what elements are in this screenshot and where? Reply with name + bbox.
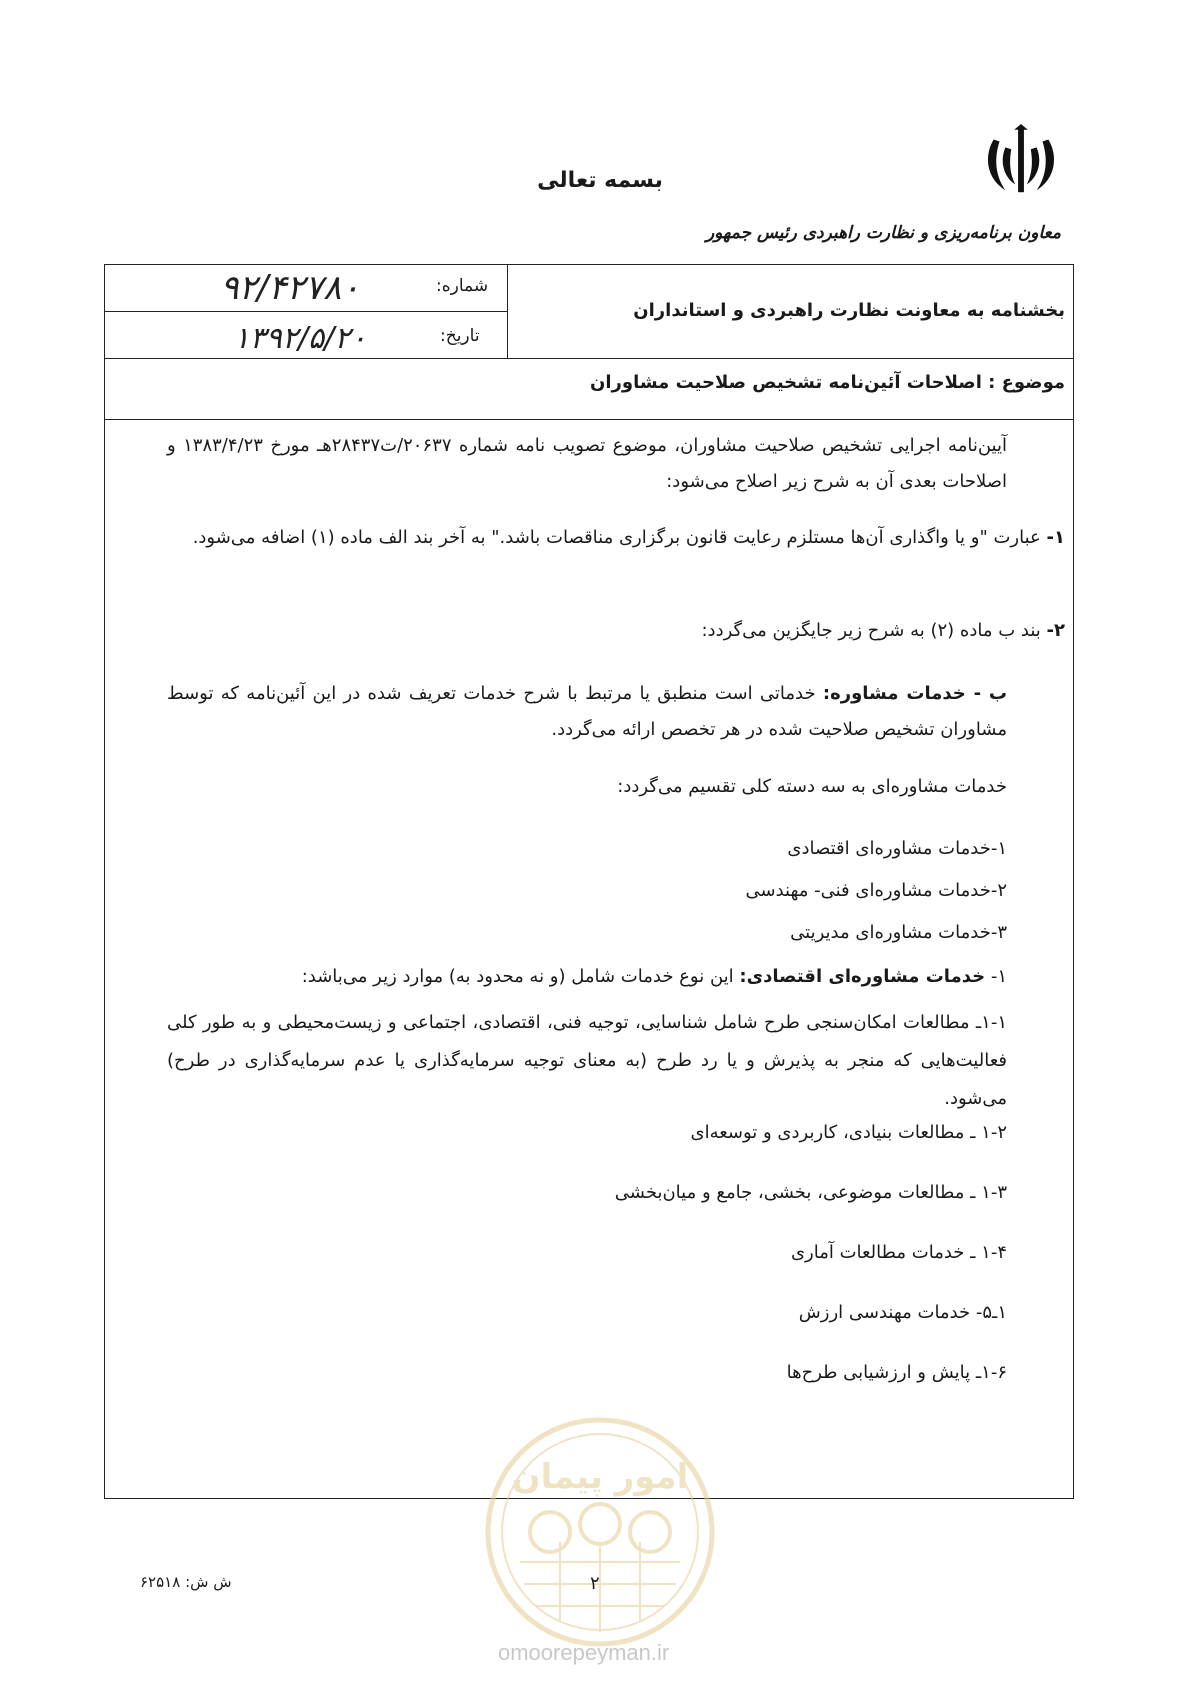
watermark-seal-icon: [480, 1412, 720, 1652]
item-1: [167, 520, 1065, 556]
document-heading: بسمه تعالی: [537, 168, 663, 193]
item-1-text: عبارت "و یا واگذاری آن‌ها مستلزم رعایت قانون برگزاری مناقصات باشد." به آخر بند الف ماده (۱) اضافه می‌شود.: [192, 527, 1041, 548]
category-1: ۱-خدمات مشاوره‌ای اقتصادی: [787, 838, 1007, 859]
issuing-office: معاون برنامه‌ریزی و نظارت راهبردی رئیس جمهور: [705, 223, 1061, 243]
sub-item-1-2: ۱-۲ ـ مطالعات بنیادی، کاربردی و توسعه‌ای: [690, 1122, 1007, 1143]
item-2-text: بند ب ماده (۲) به شرح زیر جایگزین می‌گردد:: [701, 620, 1041, 641]
item-2: [701, 620, 1065, 641]
definition-term: ب - خدمات مشاوره:: [822, 683, 1007, 704]
economic-number: ۱-: [990, 966, 1007, 987]
sub-item-1-6: ۱-۶ـ پایش و ارزشیابی طرح‌ها: [786, 1362, 1007, 1383]
recipient: بخشنامه به معاونت نظارت راهبردی و استانداران: [633, 300, 1065, 321]
category-3: ۳-خدمات مشاوره‌ای مدیریتی: [790, 922, 1007, 943]
category-2: ۲-خدمات مشاوره‌ای فنی- مهندسی: [745, 880, 1007, 901]
number-value: ۹۲/۴۲۷۸۰: [220, 268, 360, 308]
economic-term: خدمات مشاوره‌ای اقتصادی:: [739, 966, 986, 987]
item-1-number: ۱-: [1046, 527, 1065, 548]
body-box: [104, 419, 1074, 1499]
item-2-number: ۲-: [1046, 620, 1065, 641]
economic-services-heading: [302, 966, 1007, 987]
definition-text: خدماتی است منطبق یا مرتبط با شرح خدمات تعریف شده در این آئین‌نامه که توسط مشاوران تشخیص صلاحیت شده در هر تخصص ارائه می‌گردد.: [167, 683, 1007, 740]
seal-text: امور پیمان: [511, 1457, 689, 1497]
categories-intro: خدمات مشاوره‌ای به سه دسته کلی تقسیم می‌گردد:: [617, 776, 1007, 797]
iran-emblem-icon: [982, 122, 1060, 200]
sub-item-1-4: ۱-۴ ـ خدمات مطالعات آماری: [790, 1242, 1007, 1263]
header-row-divider: [104, 311, 507, 312]
definition-paragraph: [167, 676, 1007, 748]
subject-line: موضوع : اصلاحات آئین‌نامه تشخیص صلاحیت مشاوران: [590, 372, 1065, 393]
website-watermark: omoorepeyman.ir: [498, 1640, 670, 1665]
sub-item-1-5: ۱ـ۵- خدمات مهندسی ارزش: [798, 1302, 1007, 1323]
date-value: ۱۳۹۲/۵/۲۰: [233, 321, 367, 356]
intro-paragraph: آیین‌نامه اجرایی تشخیص صلاحیت مشاوران، موضوع تصویب نامه شماره ۲۰۶۳۷/ت۲۸۴۳۷هـ مورخ ۱۳۸۳/۴/۲۳ و اصلاحات بعدی آن به شرح زیر اصلاح می‌شود:: [167, 435, 1007, 492]
footer-code: ش ش: ۶۲۵۱۸: [140, 1573, 232, 1591]
sub-item-1-1: ۱-۱ـ مطالعات امکان‌سنجی طرح شامل شناسایی، توجیه فنی، اقتصادی، اجتماعی و زیست‌محیطی و به طور کلی فعالیت‌هایی که منجر به پذیرش و یا رد طرح (به معنای توجیه سرمایه‌گذاری یا عدم سرمایه‌گذاری در طرح) می‌شود.: [167, 1012, 1007, 1109]
economic-text: این نوع خدمات شامل (و نه محدود به) موارد زیر می‌باشد:: [301, 966, 740, 987]
page-number: ۲: [590, 1573, 600, 1594]
date-label: تاریخ:: [440, 326, 480, 346]
number-label: شماره:: [436, 276, 489, 296]
header-divider: [507, 264, 508, 359]
sub-item-1-3: ۱-۳ ـ مطالعات موضوعی، بخشی، جامع و میان‌بخشی: [614, 1182, 1007, 1203]
